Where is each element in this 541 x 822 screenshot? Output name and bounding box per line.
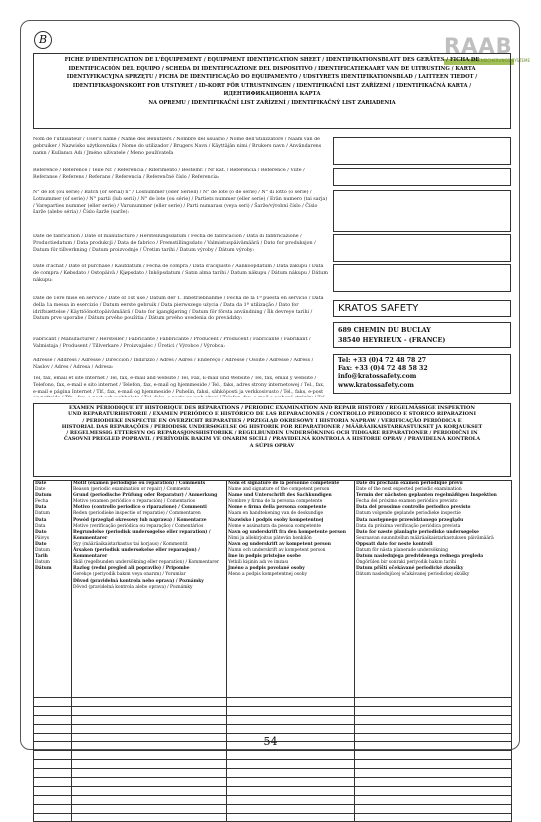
table-cell[interactable] xyxy=(34,706,72,715)
table-cell[interactable] xyxy=(34,769,72,778)
motif-label: Skäl (regelbunden undersökning eller reparation) / Kommentarer xyxy=(73,560,220,566)
date-label: Fecha xyxy=(35,499,49,505)
col-next-exam-header xyxy=(355,481,512,698)
address-line: 38540 HEYRIEUX - (FRANCE) xyxy=(338,336,446,344)
table-cell[interactable] xyxy=(34,715,72,724)
next-exam-label: Öngörülen bir sonraki periyodik bakım tarihi xyxy=(356,560,457,566)
table-cell[interactable] xyxy=(355,804,512,813)
field-batch-label: N° de lot (ou série) / Batch (or serial) n° / Losnummer (oder Seriell) / N° de lote (o de serie) / N° di lotto (o serie) / Lotnummer (of serie) / N° partii (lub serii) / N° de lote (ou série) / Partiets nummer (eller serie) / Erän numero (tai sarja) / Vareparties nummer (eller serie) / Varunummer (eller serie) / Parti numarası (veya seri) / Šarže/výrobní číslo / Číslo šarže (alebo séria) / Číslo šarže (sarže): xyxy=(33,190,328,216)
purchase-date-input-box[interactable] xyxy=(333,264,511,292)
field-address-label: Adresse / Address / Adresse / Dirección / Indirizzo / Adres / Adres / Endereço / Adresse / Osoite / Adresse / Adress / Naslov / Adres / Adresa / Adresa: xyxy=(33,358,314,370)
name-label: Nimi ja allekirjoitus pätevän henkilön xyxy=(228,535,312,541)
table-cell[interactable] xyxy=(355,760,512,769)
motif-label: Motif (examen périodique ou réparation) / Comments xyxy=(73,481,206,486)
field-manufacturer-label: Fabricant / Manufacturer / Hersteller / Fabricante / Fabbricante / Producent / Producent / Fabricante / Fabrikant / Valmistaja / Produsent / Tillverkare / Proizvajalec / Üretici / Výrobce / Výrobca: xyxy=(33,337,311,349)
date-label: Datum xyxy=(35,548,50,554)
table-cell[interactable] xyxy=(227,706,355,715)
date-label: Data xyxy=(35,505,47,511)
table-cell[interactable] xyxy=(34,724,72,733)
manufacturer-contact xyxy=(333,354,511,394)
name-label: Nome e assinatura da pessoa competente xyxy=(228,523,321,529)
next-exam-label: Date du prochain examen périodique prévu xyxy=(356,481,463,486)
table-cell[interactable] xyxy=(72,813,227,822)
table-row xyxy=(34,804,512,813)
motif-label: Årsaken (periodisk undersøkelse eller reparasjon) / Kommentarer xyxy=(73,548,200,560)
motif-label: Reden (periodieke inspectie of reparatie) / Commentaren xyxy=(73,511,201,517)
table-row xyxy=(34,751,512,760)
name-label: Navn og underskrift av kompetent person xyxy=(228,541,331,547)
date-label: Dato xyxy=(35,529,47,535)
exam-title-line: A SÚPIS OPRÁV xyxy=(249,442,295,449)
field-first-use-date-label: Date de 1ère mise en service / Date of 1st use / Datum der 1. Inbetriebnahme / Fecha de la 1ª puesta en servicio / Data della 1a messa in esercizio / Datum eerste gebruik / Data pierwszego użycia / Data da 1ª utilização / Dato for idriftsættelse / Käyttöönottopäivämäärä / Dato for igangkjøring / Datum för första användning / İlk devreye tarihi / Datum prve uporabe / Dátum prvého použitia / Dátum prvého uvedenia do prevádzky: xyxy=(33,296,324,322)
date-label: Dato xyxy=(35,541,47,547)
next-exam-label: Fecha del próximo examen periódico previsto xyxy=(356,499,458,505)
motif-label: Motivo (examen periódico o reparación) / Comentarios xyxy=(73,499,196,505)
date-label: Date xyxy=(35,487,46,493)
name-label: Name und Unterschrift des Sachkundigen xyxy=(228,493,332,499)
next-exam-label: Data da próxima verificação periódica prevista xyxy=(356,523,461,529)
table-cell[interactable] xyxy=(72,724,227,733)
table-cell[interactable] xyxy=(355,786,512,795)
batch-input-box[interactable] xyxy=(333,190,511,232)
field-manufacture-date-label: Date de fabrication / Date of manufacture / Herstellungsdatum / Fecha de fabricación / Data di fabbricazione / Productiedatum / Data produkcji / Data de fabrico / Fremstillingsdato / Valmistuspäivämäärä / Dato for produksjon / Datum för tillverkning / Datum proizvodnje / Üretim tarihi / Datum výroby / Dátum výroby: xyxy=(33,234,316,253)
date-label: Data xyxy=(35,523,46,529)
language-b-icon: B xyxy=(34,31,52,49)
field-reference-label: Référence / Reference / Teile Nr. / Referencia / Riferimento / Bestelnr. / Nr kat. / Referência / Reference / Viite / Referanse / Referens / Referans / Referencia / Referenčné číslo / Referencia: xyxy=(33,168,305,180)
table-cell[interactable] xyxy=(34,698,72,707)
table-cell[interactable] xyxy=(34,778,72,787)
table-cell[interactable] xyxy=(227,715,355,724)
next-exam-label: Oppsatt dato for neste kontroll xyxy=(356,541,433,547)
table-cell[interactable] xyxy=(72,804,227,813)
motif-label: Gerekçe (periyodik bakım veya onarım) / Yorumlar xyxy=(73,572,186,578)
motif-label: Motivo (verificação periódica ou reparação) / Comentários xyxy=(73,523,204,529)
table-row xyxy=(34,778,512,787)
logo-wordmark: RAAB xyxy=(444,34,513,58)
table-cell[interactable] xyxy=(227,786,355,795)
title-line: IDENTIFIKASJONSKORT FOR UTSTYRET / ID-KORT FÖR UTRUSTNINGEN / IDENTIFIKAČNÍ LIST ZAŘÍZENÍ / IDENTIFIKAČNÁ KARTA / ИДЕНТИФИКАЦИОННА КАРТА xyxy=(72,82,472,98)
table-cell[interactable] xyxy=(227,813,355,822)
title-line: FICHE D'IDENTIFICATION DE L'ÉQUIPEMENT / EQUIPMENT IDENTIFICATION SHEET / IDENTIFIKATIONSBLATT DES GERÄTES / FICHA DE xyxy=(64,57,480,63)
identification-title xyxy=(33,53,511,129)
reference-input-box[interactable] xyxy=(333,168,511,186)
title-line: IDENTYFIKACYJNA SPRZĘTU / FICHA DE IDENTIFICAÇÃO DO EQUIPAMENTO / UDSTYRETS IDENTIFIKATIONSBLAD / LAITTEEN TIEDOT / xyxy=(66,74,478,81)
table-cell[interactable] xyxy=(72,795,227,804)
table-cell[interactable] xyxy=(72,706,227,715)
table-cell[interactable] xyxy=(227,760,355,769)
name-label: Nome e firma della persona competente xyxy=(228,505,327,511)
name-label: Jméno a podpis povolané osoby xyxy=(228,566,305,572)
motif-label: Razlog (redni pregled ali popravilo) / Pripombe xyxy=(73,566,190,572)
name-label: Ime in podpis pristojne osebe xyxy=(228,554,301,560)
name-label: Nazwisko i podpis osoby kompetentnej xyxy=(228,517,324,523)
name-label: Yetkili kişinin adı ve imzası xyxy=(228,560,289,566)
name-label: Name and signature of the competent person xyxy=(228,487,330,493)
table-cell[interactable] xyxy=(355,751,512,760)
next-exam-label: Date of the next expected periodic examination xyxy=(356,487,462,493)
motif-label: Motivo (controllo periodico o riparazione) / Commenti xyxy=(73,505,207,511)
table-cell[interactable] xyxy=(34,813,72,822)
table-cell[interactable] xyxy=(34,786,72,795)
table-cell[interactable] xyxy=(72,751,227,760)
table-cell[interactable] xyxy=(227,698,355,707)
name-label: Meno a podpis kompetentnej osoby xyxy=(228,572,307,578)
table-cell[interactable] xyxy=(34,804,72,813)
manufacturer-address xyxy=(333,322,511,348)
next-exam-label: Data następnego przewidzianego przeglądu xyxy=(356,517,464,523)
next-exam-label: Dato for næste planlagte periodiske undersøgelse xyxy=(356,529,479,535)
motif-label: Dôvod (pravidelná kontrola alebo oprava) / Poznámky xyxy=(73,584,193,590)
name-label: Navn og underskrift fra den kompetente person xyxy=(228,529,346,535)
table-row xyxy=(34,724,512,733)
table-cell[interactable] xyxy=(227,795,355,804)
date-label: Data xyxy=(35,517,47,523)
table-cell[interactable] xyxy=(355,769,512,778)
table-row xyxy=(34,698,512,707)
exam-history-title xyxy=(33,403,511,477)
exam-title-line: EXAMEN PÉRIODIQUE ET HISTORIQUE DES RÉPARATIONS / PERIODIC EXAMINATION AND REPAIR HISTORY / REGELMÄSSIGE INSPEKTION xyxy=(69,405,475,411)
field-contact-label: Tel, fax, email et site Internet / Tel, fax, e-mail and website / Tel, Fax, E-mail und Website / Tel, fax, email y website / Telefono, fax, e-mail e sito internet / Telefon, fax, e-mail og hjemmeside / Tel., faks, adres strony internetowej / Tel., fax, e-mail e página Internet / Tlf., fax, e-mail og hjemmeside / Puhelin, faksi, sähköposti ja verkkosivusto / Tel., faks, e-post xyxy=(33,376,325,395)
next-exam-label: Datum naslednjega predvidenega rednega pregleda xyxy=(356,554,484,560)
table-header-row xyxy=(34,481,512,698)
manufacturer-name: KRATOS SAFETY xyxy=(333,300,511,317)
table-cell[interactable] xyxy=(355,715,512,724)
exam-title-line: ČASOVNI PREGLED POPRAVIL / PERİYODİK BAKIM VE ONARIM SICILI / PRAVIDELNÁ KONTROLA A HISTORIE OPRAV / PRAVIDELNÁ KONTROLA xyxy=(63,436,481,443)
table-row xyxy=(34,760,512,769)
contact-tel: Tel: +33 (0)4 72 48 78 27 xyxy=(338,357,427,364)
table-cell[interactable] xyxy=(72,715,227,724)
table-cell[interactable] xyxy=(34,795,72,804)
table-row xyxy=(34,786,512,795)
table-cell[interactable] xyxy=(72,760,227,769)
table-row xyxy=(34,769,512,778)
table-cell[interactable] xyxy=(227,769,355,778)
next-exam-label: Data del prossimo controllo periodico previsto xyxy=(356,505,471,511)
user-name-input-box[interactable] xyxy=(333,137,511,165)
table-cell[interactable] xyxy=(355,698,512,707)
date-label: Tarih xyxy=(35,554,48,560)
table-row xyxy=(34,813,512,822)
next-exam-label: Termin der nächsten geplanten regelmäßigen Inspektion xyxy=(356,493,497,499)
name-label: Naam en handtekening van de deskundige xyxy=(228,511,324,517)
table-cell[interactable] xyxy=(34,751,72,760)
date-label: Datum xyxy=(35,493,52,499)
table-row xyxy=(34,715,512,724)
table-cell[interactable] xyxy=(72,698,227,707)
table-cell[interactable] xyxy=(227,778,355,787)
table-cell[interactable] xyxy=(227,724,355,733)
motif-label: Begrundelse (periodisk undersøgelse eller reparation) / Kommentarer xyxy=(73,529,211,541)
exam-title-line: / REGELMESSIG ETTERSYN OG REPARASJONSHISTORIKK / REGELBUNDEN UNDERSÖKNING OCH TIDIGARE REPARATIONER / PERIODIČNI IN xyxy=(66,430,478,437)
exam-title-line: HISTORIAL DAS REPARAÇÕES / PERIODISK UNDERSØGELSE OG HISTORIK FOR REPARATIONER / MÄÄRÄAIKAISTARKASTUKSET JA KORJAUKSET xyxy=(61,423,483,430)
motif-label: Důvod (pravidelná kontrola nebo oprava) / Poznámky xyxy=(73,578,204,584)
table-cell[interactable] xyxy=(72,786,227,795)
col-date-header xyxy=(34,481,72,698)
contact-web: www.kratossafety.com xyxy=(338,381,414,389)
date-label: Päivys xyxy=(35,535,49,541)
motif-label: Syy (määräaikaistarkastus tai korjaus) / Kommentit xyxy=(73,541,188,547)
table-cell[interactable] xyxy=(72,769,227,778)
logo-tagline: HÖHENSICHERUNGS-SYSTEME xyxy=(469,58,530,63)
date-label: Datum xyxy=(35,511,50,517)
exam-title-line: / PERIODIEKE INSPECTIE EN OVERZICHT REPARATIES / PRZEGLĄD OKRESOWY I HISTORIA NAPRAW / VERIFICAÇÃO PERIÓDICA E xyxy=(82,417,462,424)
table-cell[interactable] xyxy=(355,778,512,787)
table-cell[interactable] xyxy=(227,804,355,813)
exam-history-table xyxy=(33,480,512,822)
next-exam-label: Datum för nästa planerade undersökning xyxy=(356,548,448,554)
table-row xyxy=(34,795,512,804)
page-number: 54 xyxy=(263,735,278,748)
next-exam-label: Dátum nasledujúcej očakávanej periodickej skúšky xyxy=(356,572,470,578)
field-purchase-date-label: Date d'achat / Date of purchase / Kaufdatum / Fecha de compra / Data d'acquisto / Aankoopdatum / Data zakupu / Data de compra / Købsdato / Ostopäivä / Kjøpsdato / Inköpsdatum / Satın alma tarihi / Datum nákupu / Dátum nákupu / Dátum nákupu: xyxy=(33,264,328,283)
table-cell[interactable] xyxy=(355,724,512,733)
exam-title-line: UND REPARATURHISTORIE / EXAMEN PERIÓDICO E HISTÓRICO DE LAS REPARACIONES / CONTROLLO PERIODICO E STORICO RIPARAZIONI xyxy=(68,411,476,418)
col-motif-header xyxy=(72,481,227,698)
next-exam-label: Datum příští očekávané periodické zkoušky xyxy=(356,566,464,572)
next-exam-label: Seuraavan suunnitellun määräaikaistarkastuksen päivämäärä xyxy=(356,535,494,541)
title-line: NA OPREMU / IDENTIFIKAČNÍ LIST ZAŘÍZENÍ / IDENTIFIKAČNÝ LIST ZARIADENIA xyxy=(148,99,396,106)
field-user-name-label: Nom de l'utilisateur / User's name / Name des Benutzers / Nombre del usuario / Nome dell'utilizzatore / Naam van de gebruiker / Nazwisko użytkownika / Nome do utilizador / Brugers Navn / Käyttäjän nimi / Brukers navn / Användarens namn / Kullanıcı Adı / Jméno uživatele / Meno používateľa xyxy=(33,137,322,156)
col-name-header xyxy=(227,481,355,698)
title-line: IDENTIFICACIÓN DEL EQUIPO / SCHEDA DI IDENTIFICAZIONE DEL DISPOSITIVO / IDENTIFICATIEKAART VAN DE UITRUSTING / KARTA xyxy=(68,65,476,72)
contact-fax: Fax: +33 (0)4 72 48 58 32 xyxy=(338,365,428,373)
motif-label: Powód (przegląd okresowy lub naprawa) / Komentarze xyxy=(73,517,207,523)
address-line: 689 CHEMIN DU BUCLAY xyxy=(338,326,431,334)
manufacture-date-input-box[interactable] xyxy=(333,234,511,262)
motif-label: Reason (periodic examination or repair) / Comments xyxy=(73,487,191,493)
name-label: Namn och underskrift av kompetent person xyxy=(228,548,326,554)
table-cell[interactable] xyxy=(72,778,227,787)
table-cell[interactable] xyxy=(227,751,355,760)
date-label: Datum xyxy=(35,560,50,566)
contact-email: info@kratossafety.com xyxy=(338,373,417,381)
motif-label: Grund (periodische Prüfung oder Reparatur) / Anmerkung xyxy=(73,493,218,499)
table-cell[interactable] xyxy=(34,760,72,769)
name-label: Nombre y firma de la persona competente xyxy=(228,499,323,505)
table-cell[interactable] xyxy=(355,706,512,715)
table-cell[interactable] xyxy=(355,813,512,822)
date-label: Dátum xyxy=(35,566,52,572)
name-label: Nom et signature de la personne compétente xyxy=(228,481,340,486)
date-label: Date xyxy=(35,481,47,486)
table-cell[interactable] xyxy=(355,795,512,804)
table-row xyxy=(34,706,512,715)
next-exam-label: Datum volgende geplande periodieke inspectie xyxy=(356,511,461,517)
